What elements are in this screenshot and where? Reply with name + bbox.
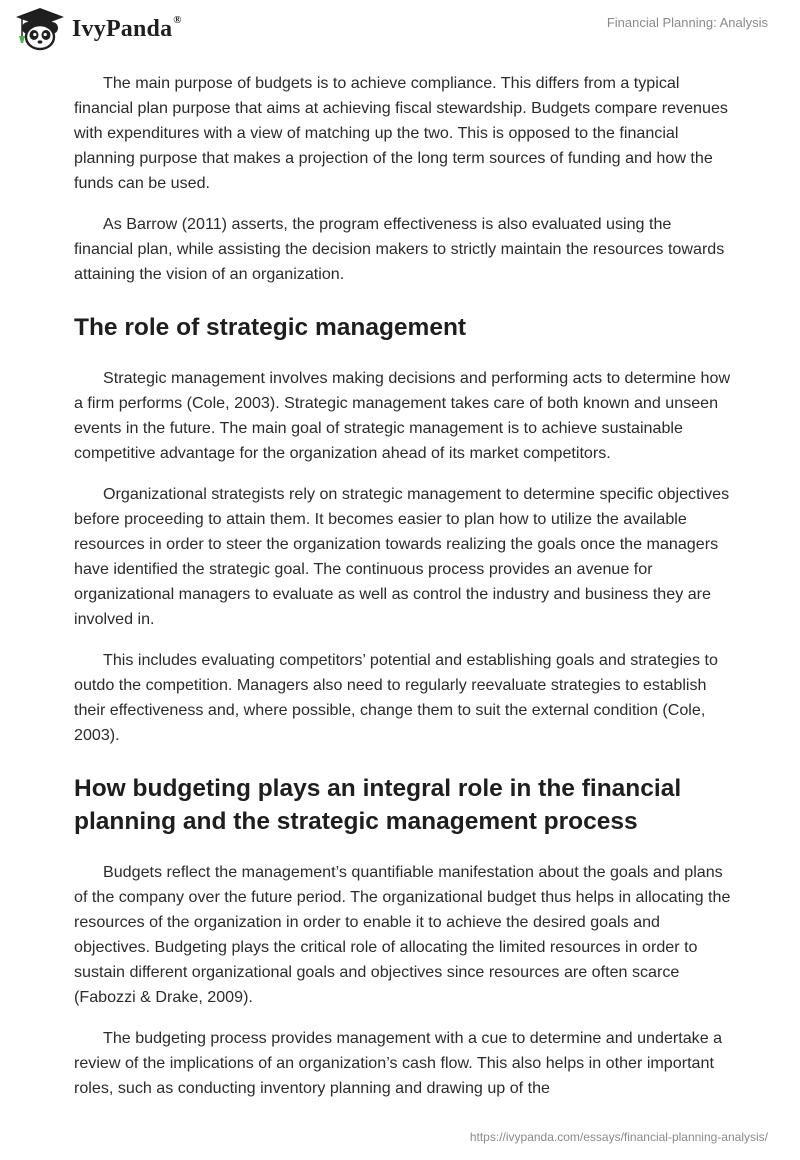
paragraph: Budgets reflect the management’s quantifiable manifestation about the goals and plans of the company over the future period. The organizational budget thus helps in allocating the resources of the organization in order to enable it to achieve the desired goals and objectives. Budgeting plays the critical role of allocating the limited resources in order to sustain different organizational goals and objectives since resources are often scarce (Fabozzi & Drake, 2009). bbox=[74, 863, 731, 1006]
essay-content bbox=[74, 71, 734, 1117]
brand-name bbox=[72, 13, 182, 43]
section-heading: The role of strategic management bbox=[74, 314, 467, 341]
page-header bbox=[0, 0, 800, 62]
ivypanda-logo[interactable] bbox=[14, 6, 182, 52]
paragraph: The budgeting process provides management with a cue to determine and undertake a review of the implications of an organization’s cash flow. This also helps in other important roles, such as conducting inventory planning and drawing up of the bbox=[74, 1029, 723, 1097]
source-url[interactable]: https://ivypanda.com/essays/financial-planning-analysis/ bbox=[469, 1130, 768, 1144]
paragraph: The main purpose of budgets is to achieve compliance. This differs from a typical financial plan purpose that aims at achieving fiscal stewardship. Budgets compare revenues with expenditures with a view of matching up the two. This is opposed to the financial planning purpose that makes a projection of the long term sources of funding and how the funds can be used. bbox=[74, 74, 728, 192]
brand-text: IvyPanda bbox=[72, 15, 173, 42]
document-title: Financial Planning: Analysis bbox=[606, 15, 768, 30]
section-heading: How budgeting plays an integral role in the financial planning and the strategic management process bbox=[74, 775, 682, 835]
paragraph: Strategic management involves making decisions and performing acts to determine how a firm performs (Cole, 2003). Strategic management takes care of both known and unseen events in the future. The main goal of strategic management is to achieve sustainable competitive advantage for the organization ahead of its market competitors. bbox=[74, 369, 731, 462]
registered-mark: ® bbox=[173, 13, 182, 26]
panda-graduate-icon bbox=[14, 6, 66, 52]
paragraph: This includes evaluating competitors’ potential and establishing goals and strategies to outdo the competition. Managers also need to regularly reevaluate strategies to establish their effectiveness and, where possible, change them to suit the external condition (Cole, 2003). bbox=[74, 651, 718, 744]
paragraph: As Barrow (2011) asserts, the program effectiveness is also evaluated using the financial plan, while assisting the decision makers to strictly maintain the resources towards attaining the vision of an organization. bbox=[74, 215, 725, 283]
paragraph: Organizational strategists rely on strategic management to determine specific objectives before proceeding to attain them. It becomes easier to plan how to utilize the available resources in order to steer the organization towards realizing the goals once the managers have identified the strategic goal. The continuous process provides an avenue for organizational managers to evaluate as well as control the industry and business they are involved in. bbox=[74, 485, 730, 628]
